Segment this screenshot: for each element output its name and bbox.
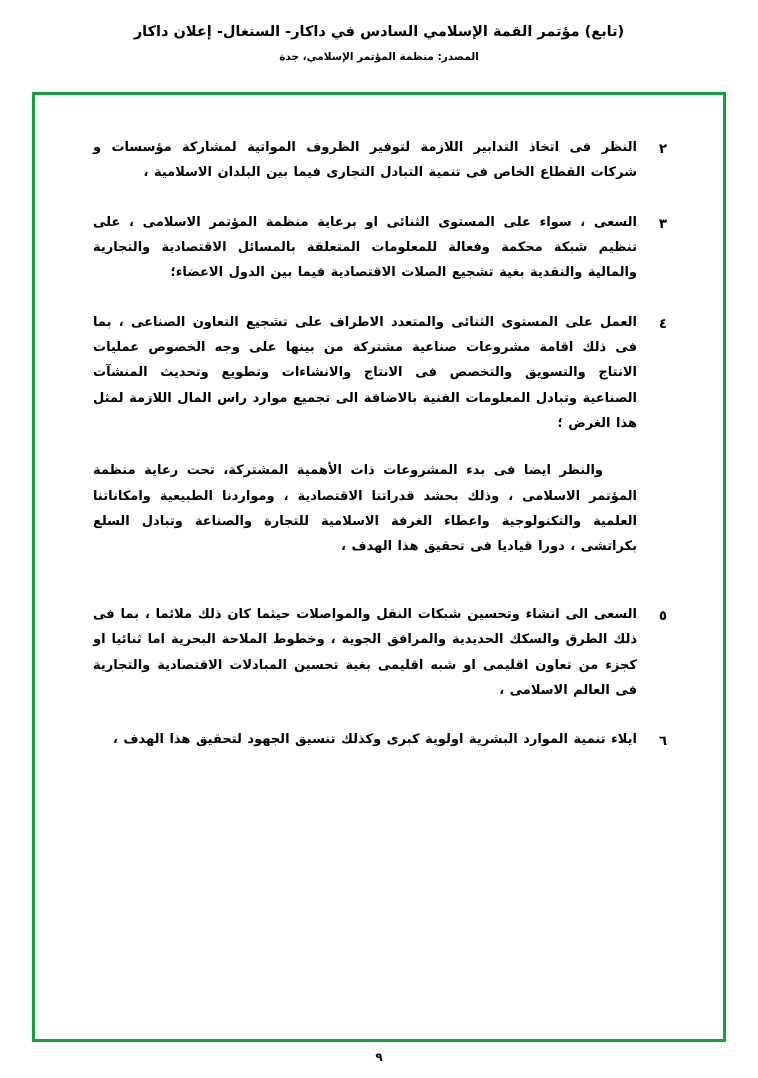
- clause-number: ٤: [658, 315, 668, 332]
- clause-number: ٣: [658, 215, 668, 232]
- clause-item: [75, 727, 683, 754]
- clause-body: [75, 310, 643, 560]
- clause-item: [75, 310, 683, 560]
- clause-list: [75, 135, 683, 1029]
- clause-paragraph: العمل على المستوى الثنائى والمتعدد الاطراف على تشجيع التعاون الصناعى ، بما فى ذلك اقامة مشروعات صناعية مشتركة من بينها على وجه الخصوص عمليات الانتاج والتسويق والتخصص فى الانتاج والانشاءات وتطويع وتحديث المنشآت الصناعية وتبادل المعلومات الفنية بالاضافة الى تجميع موارد راس المال اللازمة لمثل هذا الغرض ؛: [93, 314, 637, 432]
- page-number: ٩: [375, 1050, 383, 1064]
- clause-body: [75, 602, 643, 703]
- source-line: المصدر: منظمة المؤتمر الإسلامي، جدة: [279, 51, 479, 64]
- clause-body: [75, 135, 643, 186]
- clause-paragraph: النظر فى اتخاذ التدابير اللازمة لتوفير الظروف المواتية لمشاركة مؤسسات و شركات القطاع الخاص فى تنمية التبادل التجارى فيما بين البلدان الاسلامية ،: [93, 140, 637, 181]
- clause-item: [75, 602, 683, 703]
- clause-number: ٥: [658, 607, 668, 624]
- content-frame: [32, 92, 726, 1042]
- clause-body: [75, 727, 643, 752]
- clause-number: ٦: [658, 733, 668, 750]
- clause-paragraph: السعى الى انشاء وتحسين شبكات النقل والمواصلات حيثما كان ذلك ملائما ، بما فى ذلك الطرق والسكك الحديدية والمرافق الجوية ، وخطوط الملاحة البحرية اما ثنائيا او كجزء من تعاون اقليمى او شبه اقليمى بغية تحسين المبادلات الاقتصادية والتجارية فى العالم الاسلامى ،: [93, 606, 637, 698]
- clause-paragraph: والنظر ايضا فى بدء المشروعات ذات الأهمية المشتركة، تحت رعاية منظمة المؤتمر الاسلامى ، وذلك بحشد قدراتنا الاقتصادية ، ومواردنا الطبيعية وامكاناتنا العلمية والتكنولوجية واعطاء الغرفة الاسلامية للتجارة والصناعة وتبادل السلع بكراتشى ، دورا قياديا فى تحقيق هذا الهدف ،: [93, 463, 637, 555]
- clause-item: [75, 210, 683, 286]
- clause-item: [75, 135, 683, 186]
- page-header: [0, 0, 758, 63]
- clause-body: [75, 210, 643, 286]
- page-title: (تابع) مؤتمر القمة الإسلامي السادس في داكار- السنغال- إعلان داكار: [133, 24, 625, 40]
- clause-number: ٢: [658, 141, 668, 157]
- clause-paragraph: السعى ، سواء على المستوى الثنائى او برعاية منظمة المؤتمر الاسلامى ، على تنظيم شبكة محكمة وفعالة للمعلومات المتعلقة بالمسائل الاقتصادية والتجارية والمالية والنقدية بغية تشجيع الصلات الاقتصادية فيما بين الدول الاعضاء؛: [93, 214, 637, 281]
- clause-paragraph: ايلاء تنمية الموارد البشرية اولوية كبرى وكذلك تنسيق الجهود لتحقيق هذا الهدف ،: [112, 732, 637, 748]
